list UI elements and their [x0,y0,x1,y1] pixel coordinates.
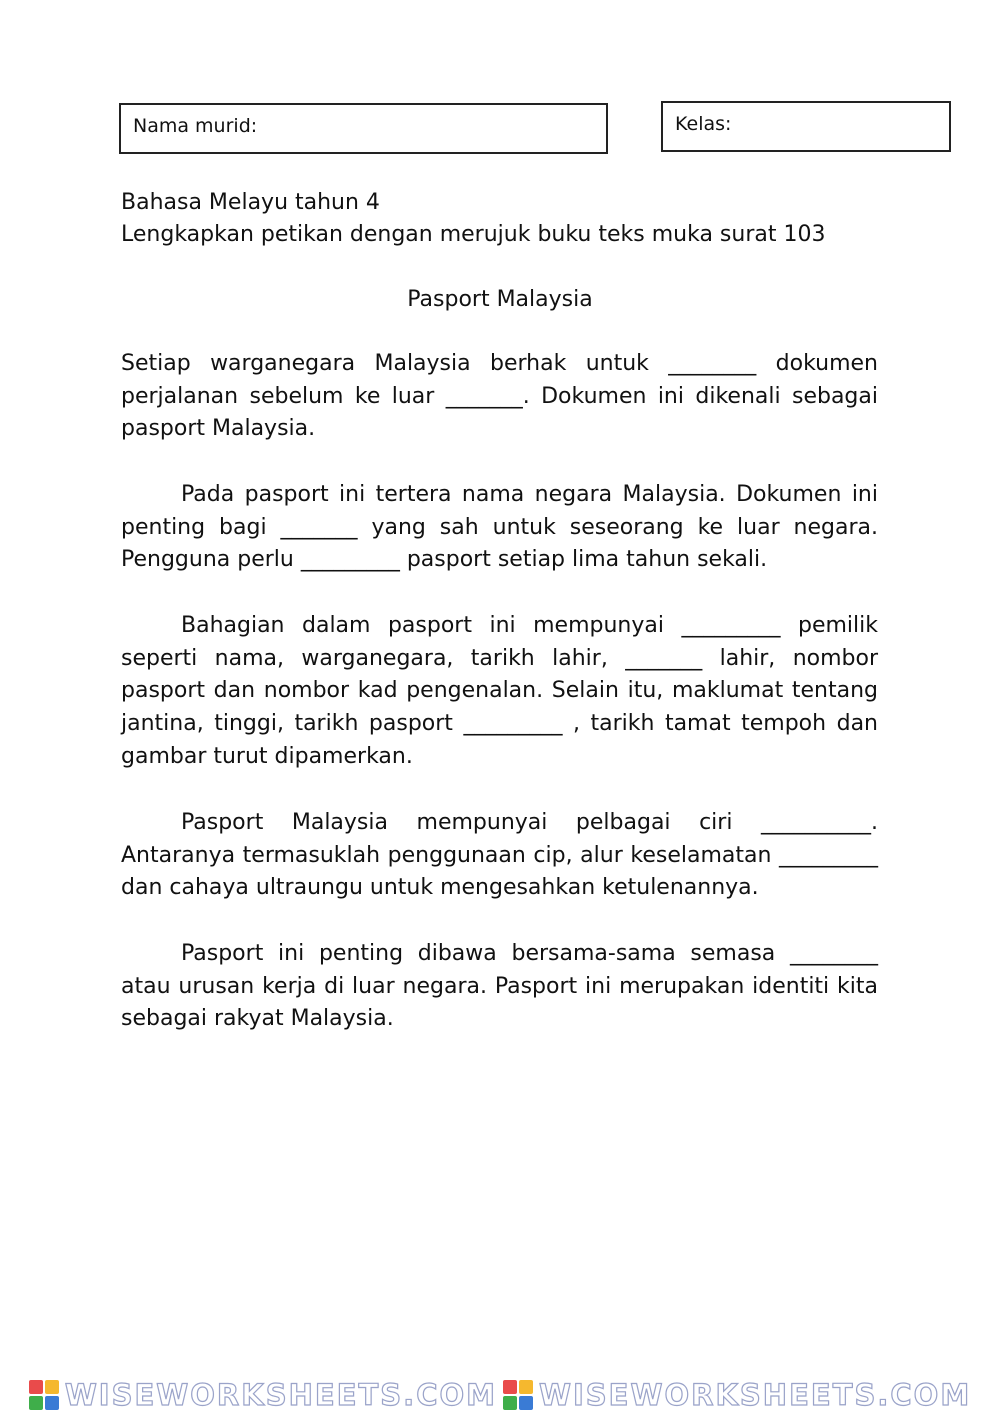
watermark-text: WISEWORKSHEETS.COM [64,1377,497,1412]
class-label: Kelas: [675,113,732,135]
student-name-field[interactable] [119,103,608,154]
paragraph-3 [121,610,878,774]
watermark-logo-icon [503,1380,533,1410]
passage-title: Pasport Malaysia [407,287,593,312]
watermark-logo-icon [29,1380,59,1410]
watermark-1 [29,1378,497,1412]
watermark-text: WISEWORKSHEETS.COM [539,1377,972,1412]
instruction-text: Lengkapkan petikan dengan merujuk buku teks muka surat 103 [121,222,826,247]
paragraph-3-text: Bahagian dalam pasport ini mempunyai _________ pemilik seperti nama, warganegara, tarikh lahir, _______ lahir, nombor pasport dan nombor kad pengenalan. Selain itu, maklumat tentang jantina, tinggi, tarikh pasport _________ , tarikh tamat tempoh dan gambar turut dipamerkan. [121,613,878,769]
class-field[interactable] [661,101,951,152]
paragraph-5-text: Pasport ini penting dibawa bersama-sama semasa ________ atau urusan kerja di luar negara. Pasport ini merupakan identiti kita sebagai rakyat Malaysia. [121,941,878,1032]
subject-heading: Bahasa Melayu tahun 4 [121,190,380,215]
paragraph-1 [121,348,878,446]
paragraph-2 [121,479,878,577]
watermark-footer [0,1376,1000,1413]
paragraph-4 [121,807,878,905]
student-name-label: Nama murid: [133,115,258,137]
paragraph-2-text: Pada pasport ini tertera nama negara Malaysia. Dokumen ini penting bagi _______ yang sah untuk seseorang ke luar negara. Pengguna perlu _________ pasport setiap lima tahun sekali. [121,482,878,573]
paragraph-4-text: Pasport Malaysia mempunyai pelbagai ciri __________. Antaranya termasuklah penggunaan cip, alur keselamatan _________ dan cahaya ultraungu untuk mengesahkan ketulenannya. [121,810,878,901]
watermark-2 [503,1378,971,1412]
paragraph-5 [121,938,878,1036]
paragraph-1-text: Setiap warganegara Malaysia berhak untuk ________ dokumen perjalanan sebelum ke luar _______. Dokumen ini dikenali sebagai pasport Malaysia. [121,351,878,442]
